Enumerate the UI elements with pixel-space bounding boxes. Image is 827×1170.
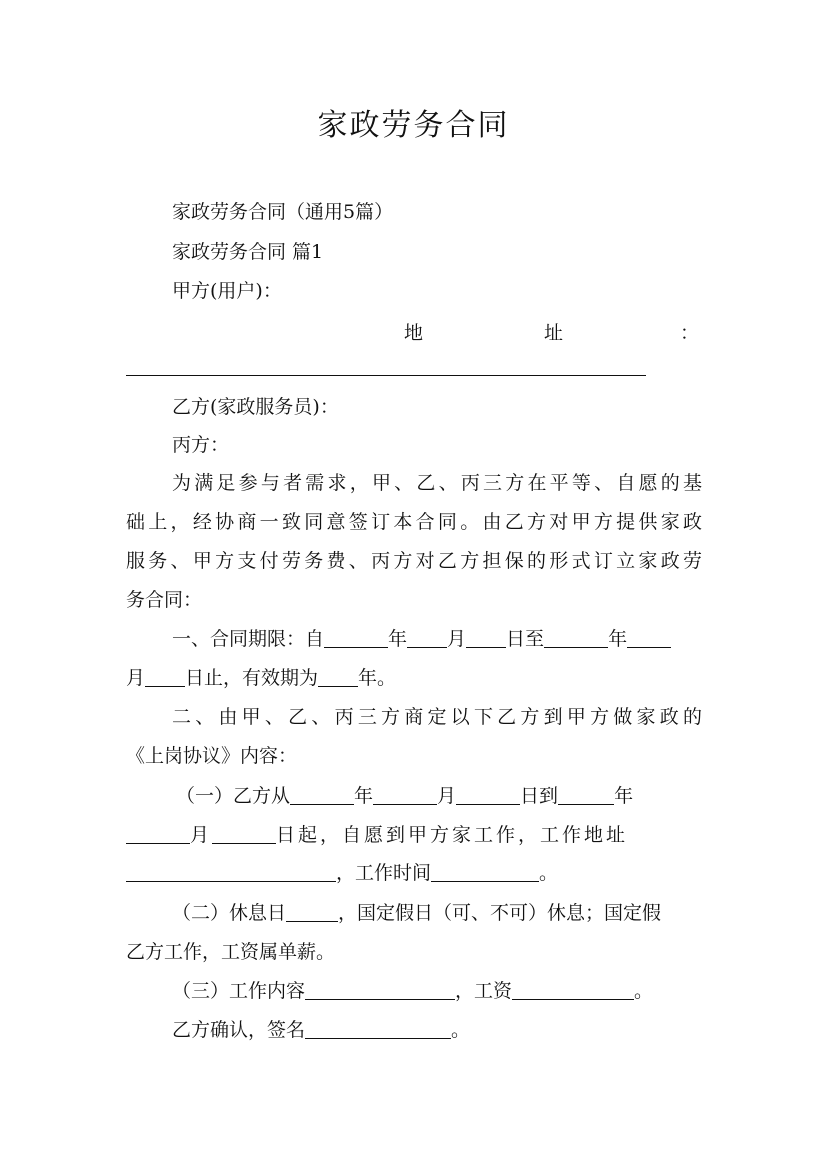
term-end-month-blank[interactable]: [627, 627, 671, 648]
rest-day-blank[interactable]: [286, 901, 338, 922]
term-validity-text: 日止，有效期为: [185, 667, 319, 689]
term-start-month-blank[interactable]: [407, 627, 447, 648]
wage-blank[interactable]: [512, 979, 634, 1000]
confirm-line: [172, 1018, 702, 1042]
term-validity-years-blank[interactable]: [318, 666, 358, 687]
item1-start-year-blank[interactable]: [290, 784, 354, 805]
work-time-label: ，工作时间: [336, 862, 432, 884]
term-year-text-2: 年: [608, 628, 628, 650]
term-month-text-2: 月: [126, 667, 146, 689]
term-month-text: 月: [447, 628, 467, 650]
party-b-label: 乙方(家政服务员)：: [172, 396, 339, 418]
item2-label: （二）休息日: [172, 902, 287, 924]
item1-month-text: 月: [437, 785, 457, 807]
item1-line-3: [126, 861, 702, 885]
item1-start-day-blank[interactable]: [456, 784, 520, 805]
item2-line-2: 乙方工作，工资属单薪。: [126, 941, 336, 963]
item1-line-2: [126, 823, 702, 847]
item1-end-period: 。: [539, 862, 559, 884]
confirm-label: 乙方确认，签名: [172, 1019, 306, 1041]
term-end-day-blank[interactable]: [145, 666, 185, 687]
work-time-blank[interactable]: [431, 861, 539, 882]
item1-workplace-text: 日起，自愿到甲方家工作，工作地址: [276, 824, 629, 846]
item3-label: （三）工作内容: [172, 980, 306, 1002]
confirm-end-period: 。: [451, 1019, 471, 1041]
party-c-label: 丙方：: [172, 434, 230, 456]
signature-blank[interactable]: [305, 1018, 451, 1039]
item1-month-text-2: 月: [190, 824, 213, 846]
address-blank-line: [126, 375, 646, 376]
intro-line-3: 服务、甲方支付劳务费、丙方对乙方担保的形式订立家政劳: [126, 550, 702, 572]
term-line-2: [126, 666, 702, 690]
intro-line-2: 础上，经协商一致同意签订本合同。由乙方对甲方提供家政: [126, 511, 702, 533]
item3-end-period: 。: [634, 980, 654, 1002]
term-end-year-blank[interactable]: [544, 627, 608, 648]
item1-dayto-text: 日到: [520, 785, 559, 807]
section2-line-1: 二、由甲、乙、丙三方商定以下乙方到甲方做家政的: [172, 706, 702, 728]
item1-line-1: [176, 784, 702, 808]
intro-line-4: 务合同：: [126, 589, 203, 611]
term-label: 一、合同期限：自: [172, 628, 325, 650]
term-year-text: 年: [388, 628, 408, 650]
heading-part1: 家政劳务合同 篇1: [172, 241, 324, 263]
term-line-1: [172, 627, 702, 651]
wage-label: ，工资: [455, 980, 513, 1002]
document-title: 家政劳务合同: [317, 108, 510, 143]
item1-year-text-2: 年: [614, 785, 634, 807]
item2-line-1: [172, 901, 702, 925]
work-address-blank[interactable]: [126, 861, 336, 882]
item1-end-year-blank[interactable]: [558, 784, 614, 805]
party-a-label: 甲方(用户)：: [172, 280, 282, 302]
item2-holiday-text: ，国定假日（可、不可）休息；国定假: [338, 902, 662, 924]
section2-line-2: 《上岗协议》内容：: [126, 745, 298, 767]
item1-year-text: 年: [354, 785, 374, 807]
address-char-1: 地: [404, 322, 424, 344]
term-year-end-text: 年。: [358, 667, 397, 689]
item1-start-month-blank[interactable]: [373, 784, 437, 805]
item3-line: [172, 979, 702, 1003]
intro-line-1: 为满足参与者需求，甲、乙、丙三方在平等、自愿的基: [172, 472, 702, 494]
term-dayto-text: 日至: [506, 628, 545, 650]
address-char-2: 址: [544, 322, 564, 344]
term-start-day-blank[interactable]: [466, 627, 506, 648]
work-content-blank[interactable]: [305, 979, 455, 1000]
item1-end-month-blank[interactable]: [126, 823, 190, 844]
term-start-year-blank[interactable]: [324, 627, 388, 648]
heading-general: 家政劳务合同（通用5篇）: [172, 201, 394, 223]
address-colon: ：: [680, 322, 700, 344]
item1-label: （一）乙方从: [176, 785, 291, 807]
item1-end-day-blank[interactable]: [212, 823, 276, 844]
